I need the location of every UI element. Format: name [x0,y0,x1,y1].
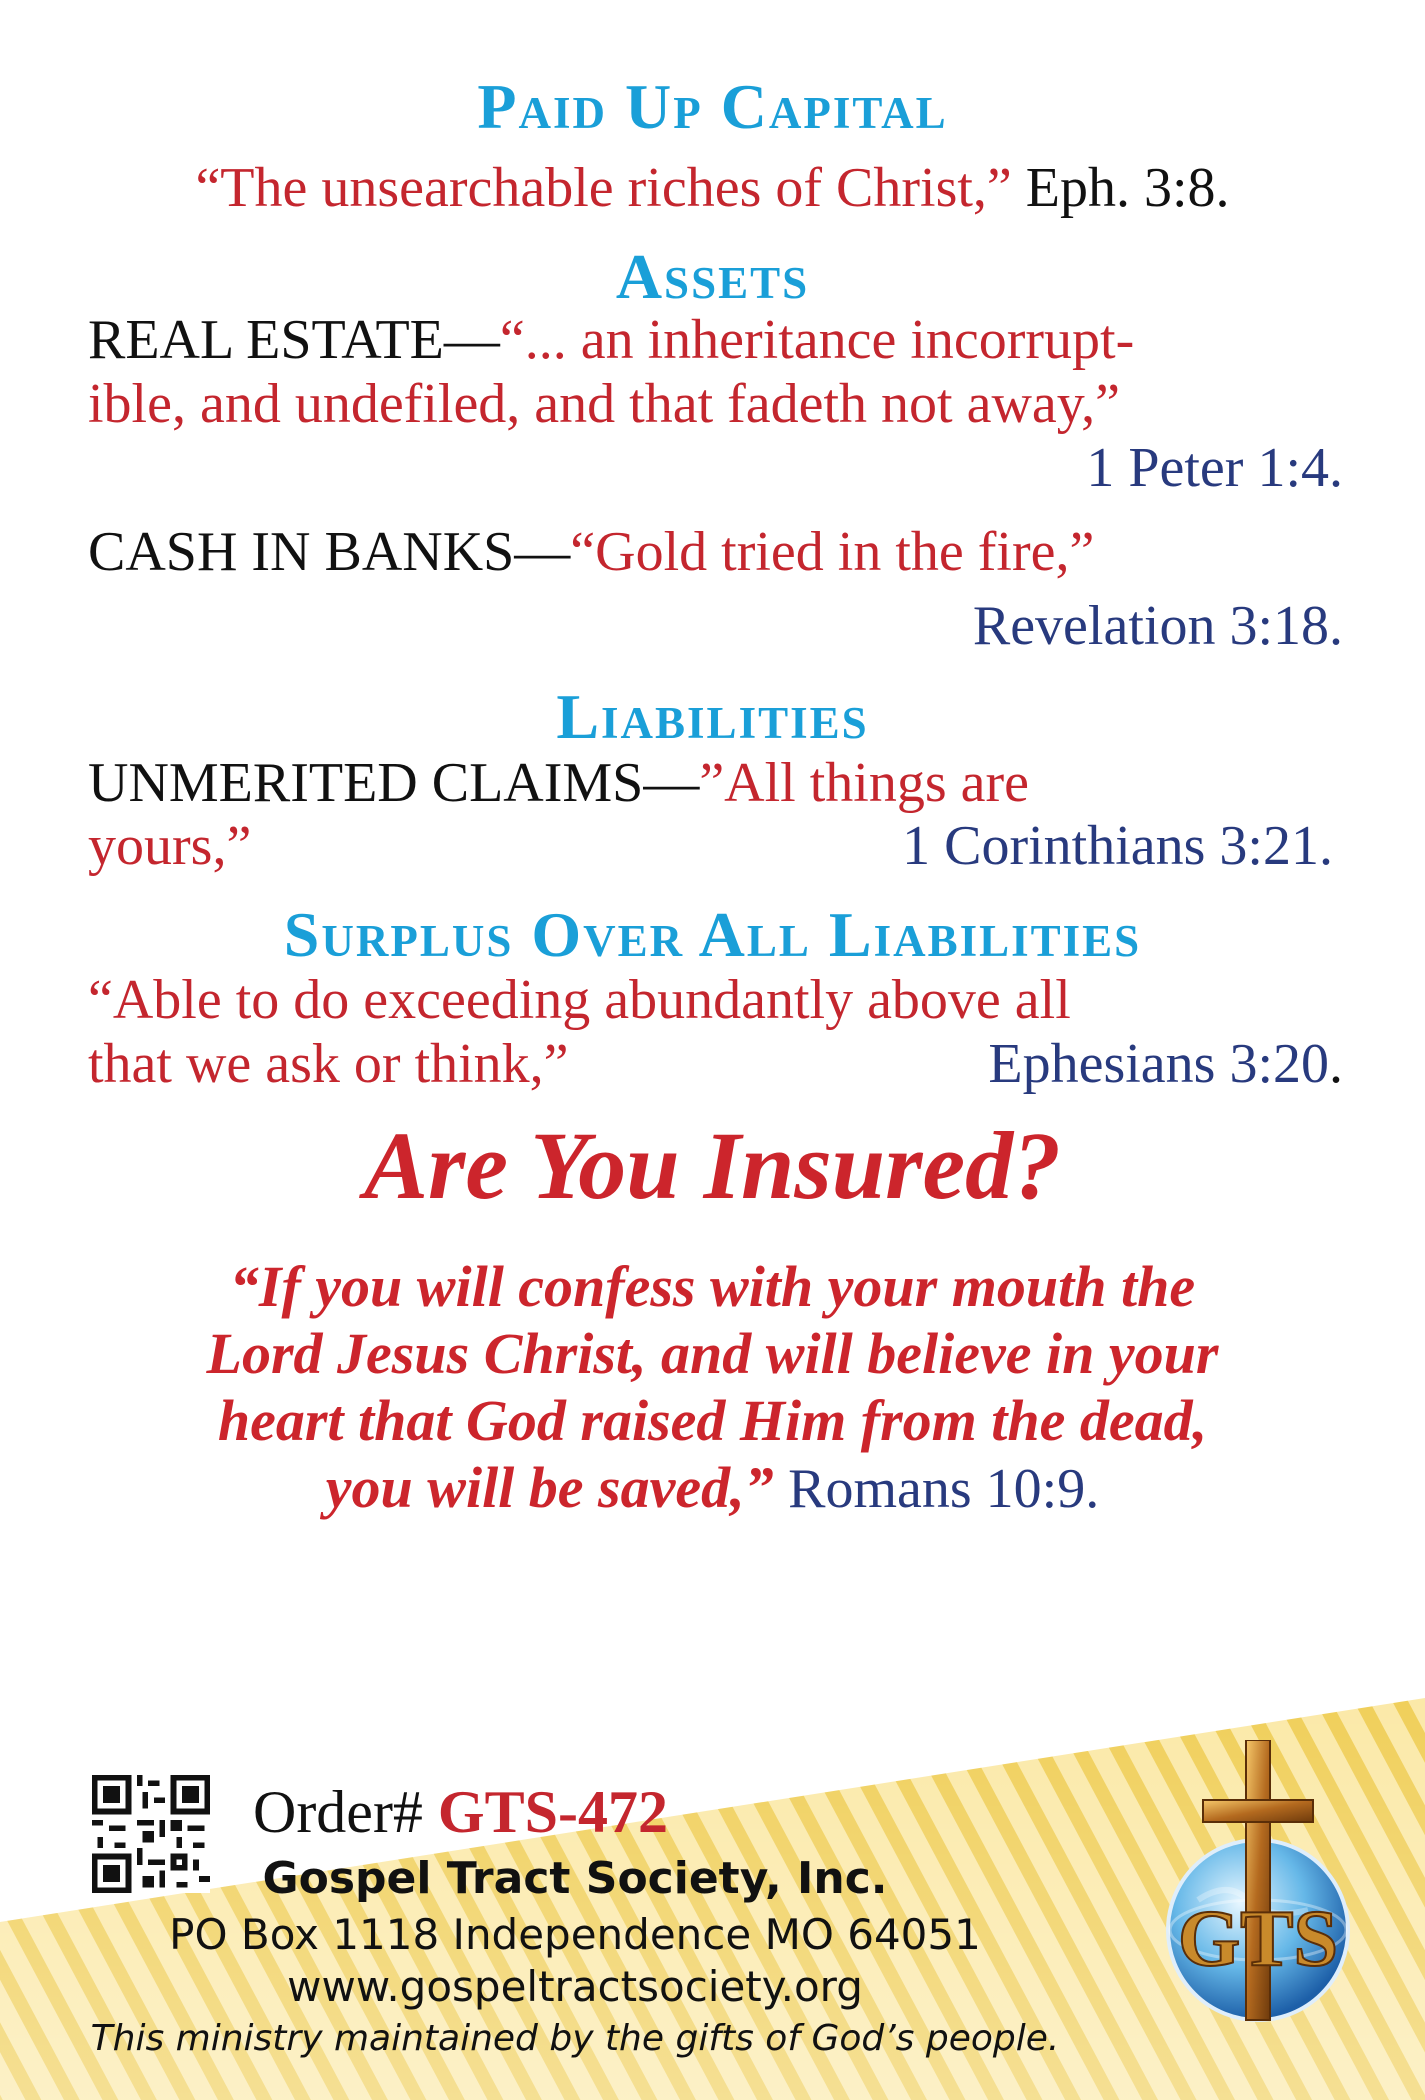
surplus-quote-2: that we ask or think,” [88,1033,569,1095]
claims-line-1 [88,752,1030,814]
address: PO Box 1118 Independence MO 64051 [169,1910,981,1959]
cash-quote: “Gold tried in the fire,” [570,521,1095,583]
order-label: Order# [253,1779,423,1845]
gts-logo [1158,1740,1358,2030]
cash-ref: Revelation 3:18. [972,595,1343,657]
heading-paid-up-capital: Paid Up Capital [477,71,948,142]
cash-in-banks-line [88,521,1095,583]
claims-ref: 1 Corinthians 3:21. [902,815,1333,877]
org-name: Gospel Tract Society, Inc. [262,1853,888,1904]
insured-quote-line-3: heart that God raised Him from the dead, [217,1388,1208,1453]
paid-up-capital-line [0,157,1425,219]
claims-quote-1: ”All things are [699,752,1030,814]
claims-label: UNMERITED CLAIMS— [88,752,700,814]
claims-quote-2: yours,” [88,815,252,877]
order-line [253,1779,668,1845]
heading-surplus: Surplus Over All Liabilities [283,899,1142,970]
website-link[interactable]: www.gospeltractsociety.org [287,1962,863,2011]
insured-quote-line-4-wrap [0,1455,1425,1520]
insured-quote-line-2: Lord Jesus Christ, and will believe in your [206,1321,1219,1386]
insured-ref: Romans 10:9. [788,1458,1100,1520]
surplus-ref: Ephesians 3:20 [988,1033,1329,1095]
real-estate-quote-2: ible, and undefiled, and that fadeth not away,” [88,373,1120,435]
insured-quote-line-1: “If you will confess with your mouth the [229,1254,1196,1319]
order-number: GTS-472 [437,1779,668,1845]
tagline: This ministry maintained by the gifts of God’s people. [90,2018,1060,2059]
insured-title: Are You Insured? [363,1112,1062,1219]
paid-up-capital-quote: “The unsearchable riches of Christ,” [195,157,1012,219]
insured-quote-line-4: you will be saved,” [325,1455,774,1520]
real-estate-label: REAL ESTATE— [88,309,500,371]
real-estate-ref: 1 Peter 1:4. [1086,437,1343,499]
surplus-ref-end: . [1329,1033,1343,1095]
heading-liabilities: Liabilities [556,681,869,752]
heading-assets: Assets [615,241,810,312]
real-estate-quote-1: “... an inheritance incorrupt- [499,309,1135,371]
paid-up-capital-ref: Eph. 3:8. [1025,157,1230,219]
logo-letters: GTS [1177,1895,1339,1983]
surplus-ref-line [988,1033,1343,1095]
cash-label: CASH IN BANKS— [88,521,571,583]
surplus-quote-1: “Able to do exceeding abundantly above all [88,969,1071,1031]
real-estate-line-1 [88,309,1135,371]
